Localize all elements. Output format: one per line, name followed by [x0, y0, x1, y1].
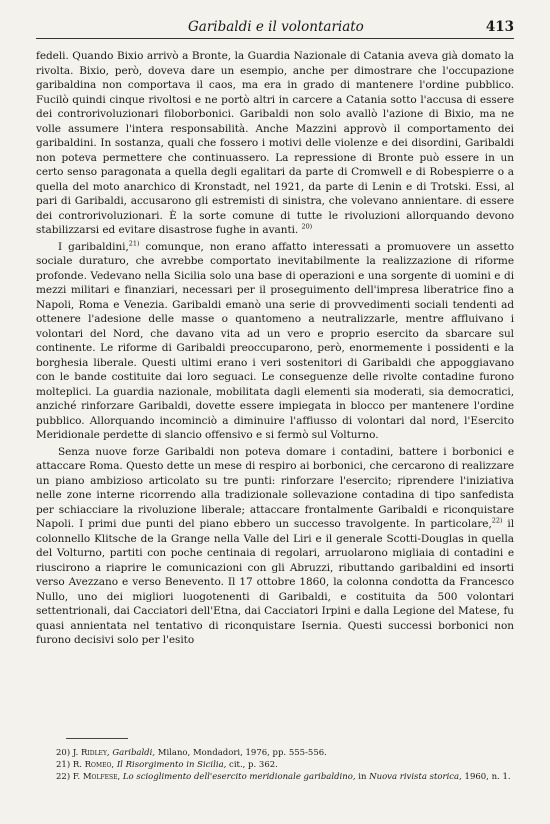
footnote-rest: cit., p. 362.: [226, 760, 278, 770]
running-title: Garibaldi e il volontariato: [188, 19, 364, 35]
paragraph-1: [36, 49, 514, 238]
footnote-journal: Nuova rivista storica,: [369, 772, 462, 782]
paragraph-text: I garibaldini,: [58, 240, 129, 253]
footnote-divider: [66, 738, 128, 739]
paragraph-text: il colonnello Klitsche de la Grange nella Valle del Liri e il generale Scotti-Douglas in quella del Volturno, partiti con poche centinaia di regolari, arruolarono migliaia di contadini e riuscirono a riaprire le comunicazioni con gli Abruzzi, ributtando garibaldini ed insorti verso Avezzano e verso Benevento. Il 17 ottobre 1860, la colonna condotta da Francesco Nullo, uno dei migliori luogotenenti di Garibaldi, e costituita da 500 volontari settentrionali, dai Cacciatori dell'Etna, dai Cacciatori Irpini e dalla Legione del Matese, fu quasi annientata nel tentativo di riconquistare Isernia. Questi successi borbonici non furono decisivi solo per l'esito: [36, 518, 514, 646]
footnote-title: Garibaldi,: [112, 748, 156, 758]
footnote-title: Lo scioglimento dell'esercito meridionale garibaldino,: [122, 772, 356, 782]
footnote-ref: 22): [491, 516, 503, 525]
footnote-ref: 20): [301, 222, 313, 231]
footnote-rest: 1960, n. 1.: [461, 772, 511, 782]
footnote-rest: Milano, Mondadori, 1976, pp. 555-556.: [155, 748, 327, 758]
paragraph-2: [36, 240, 514, 443]
paragraph-3: [36, 445, 514, 648]
footnote-20: [36, 747, 514, 759]
footnote-number: 22): [56, 772, 71, 782]
footnote-author: F. Molfese,: [72, 772, 121, 782]
footnote-author: R. Romeo,: [72, 760, 115, 770]
page-header: [36, 18, 514, 39]
page-number: 413: [485, 19, 514, 35]
paragraph-text: comunque, non erano affatto interessati a promuovere un assetto sociale duraturo, che avrebbe comportato inevitabilmente la realizzazione di riforme profonde. Vedevano nella Sicilia solo una base di operazioni e una sorgente di uomini e di mezzi militari e finanziari, necessari per il proseguimento dell'impresa liberatrice fino a Napoli, Roma e Venezia. Garibaldi emanò una serie di provvedimenti sociali tendenti ad ottenere l'adesione delle masse o quantomeno a neutralizzarle, mentre affluivano i volontari del Nord, che davano vita ad un vero e proprio esercito da sbarcare sul continente. Le riforme di Garibaldi preoccuparono, però, enormemente i possidenti e la borghesia liberale. Questi ultimi erano i veri sostenitori di Garibaldi che appoggiavano con le bande costituite dai loro seguaci. Le conseguenze delle rivolte contadine furono molteplici. La guardia nazionale, mobilitata dagli elementi sia moderati, sia democratici, anziché rinforzare Garibaldi, dovette essere impiegata in blocco per mantenere l'ordine pubblico. Allorquando incominciò a diminuire l'affiusso di volontari dal nord, l'Esercito Meridionale perdette di slancio offensivo e si fermò sul Volturno.: [36, 240, 514, 441]
footnotes: [36, 747, 514, 783]
footnote-21: [36, 759, 514, 771]
paragraph-text: Senza nuove forze Garibaldi non poteva domare i contadini, battere i borbonici e attaccare Roma. Questo dette un mese di respiro ai borbonici, che cercarono di realizzare un piano ambizioso articolato su tre punti: rinforzare l'esercito; riprendere l'iniziativa nelle zone interne ricorrendo alla tradizionale sollevazione contadina di tipo sanfedista per schiacciare la rivoluzione liberale; attaccare frontalmente Garibaldi e riconquistare Napoli. I primi due punti del piano ebbero un successo travolgente. In particolare,: [36, 445, 514, 530]
footnote-author: J. Ridley,: [72, 748, 110, 758]
footnote-ref: 21): [128, 239, 140, 247]
footnote-22: [36, 771, 514, 783]
footnote-title: Il Risorgimento in Sicilia,: [116, 760, 227, 770]
footnote-number: 20): [56, 748, 71, 758]
footnote-number: 21): [56, 760, 71, 770]
body-text: [36, 49, 514, 648]
paragraph-text: fedeli. Quando Bixio arrivò a Bronte, la Guardia Nazionale di Catania aveva già domato la rivolta. Bixio, però, doveva dare un esempio, anche per dimostrare che l'occupazione garibaldina non comportava il caos, ma era in grado di mantenere l'ordine pubblico. Fucilò quindi cinque rivoltosi e ne portò altri in carcere a Catania sotto l'accusa di essere dei controrivoluzionari filoborbonici. Garibaldi non solo avallò l'azione di Bixio, ma ne volle assumere l'intera responsabilità. Anche Mazzini approvò il comportamento dei garibaldini. In sostanza, quali che fossero i motivi delle violenze e dei disordini, Garibaldi non poteva permettere che continuassero. La repressione di Bronte può essere in un certo senso paragonata a quella degli egalitari da parte di Cromwell e di Robespierre o a quella del moto anarchico di Kronstadt, nel 1921, da parte di Lenin e di Trotski. Essi, al pari di Garibaldi, accusarono gli estremisti di sinistra, che volevano annientare. di essere dei controrivoluzionari. È la sorte comune di tutte le rivoluzioni allorquando devono stabilizzarsi ed evitare disastrose fughe in avanti.: [36, 50, 514, 236]
footnote-rest: in: [355, 772, 370, 782]
